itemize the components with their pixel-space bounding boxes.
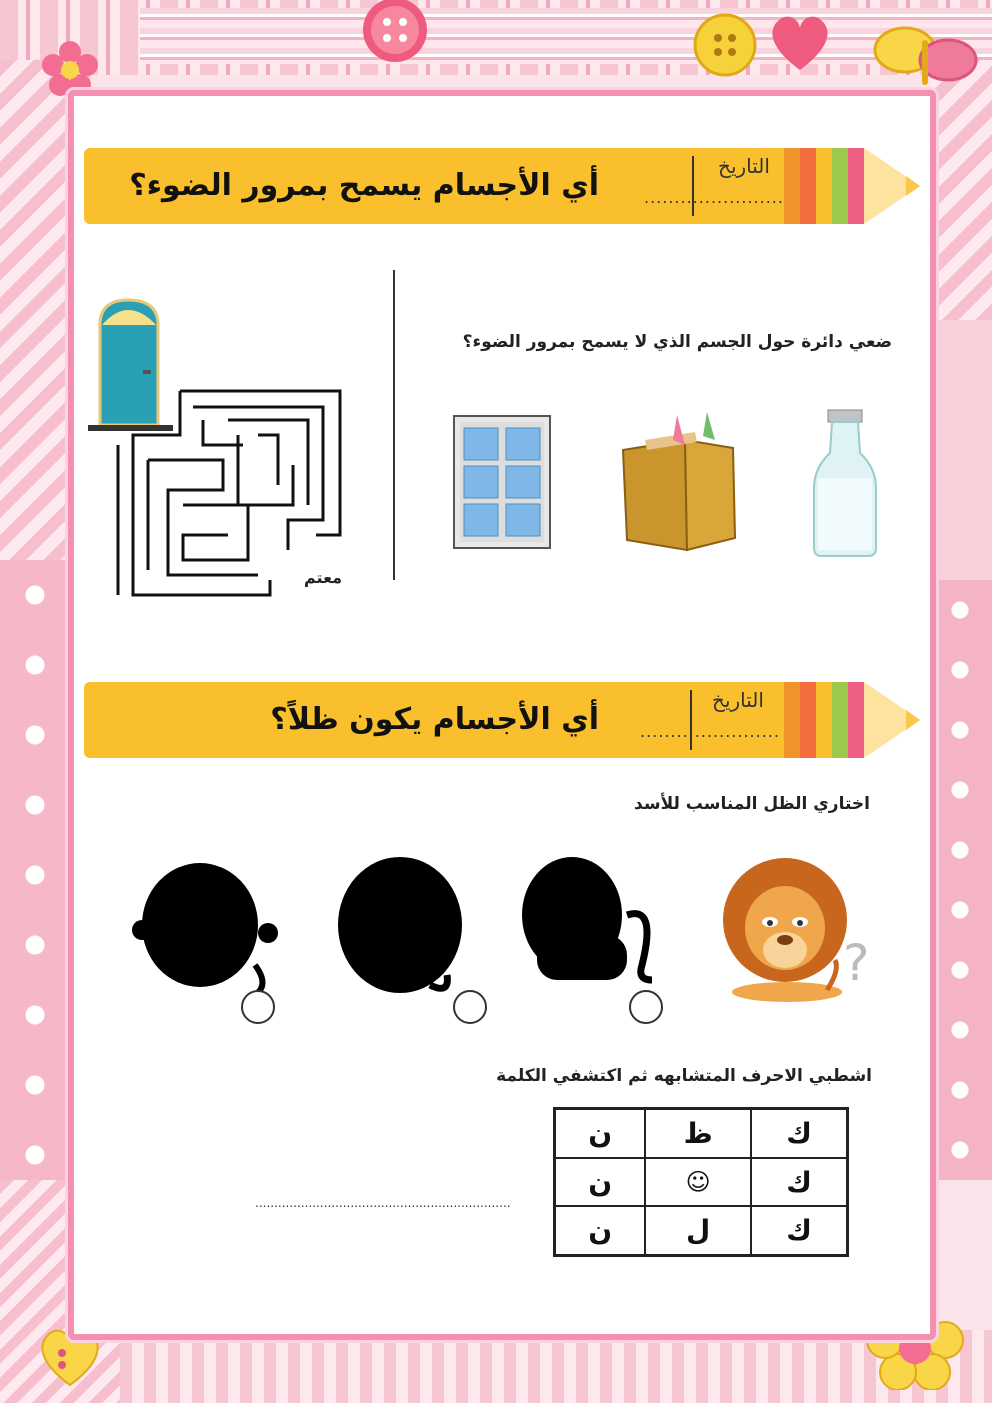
section2-date-field[interactable]: ....................... — [640, 722, 780, 741]
section1-date-label: التاريخ — [718, 154, 770, 178]
letter-cell[interactable]: ك — [751, 1158, 847, 1207]
button-icon — [355, 0, 435, 70]
section1-title: أي الأجسام يسمح بمرور الضوء؟ — [129, 168, 599, 203]
svg-text:?: ? — [843, 934, 870, 992]
lion-shadow-3-icon[interactable] — [517, 855, 657, 1000]
letter-cell[interactable]: ل — [645, 1206, 751, 1255]
yellow-button-icon — [690, 10, 760, 80]
section2-banner — [84, 682, 934, 758]
section1-date-field[interactable]: ....................... — [644, 188, 784, 207]
section2-question2: اشطبي الاحرف المتشابهه ثم اكتشفي الكلمة — [496, 1066, 872, 1086]
section2-question1: اختاري الظل المناسب للأسد — [634, 794, 870, 814]
answer-line[interactable]: ................................................................... — [255, 1196, 511, 1210]
right-dots-decoration — [930, 580, 992, 1180]
top-ribbon-decoration — [140, 8, 992, 64]
section1-banner — [84, 148, 934, 224]
shadow-3-option-circle[interactable] — [629, 990, 663, 1024]
section1-question: ضعي دائرة حول الجسم الذي لا يسمح بمرور الضوء؟ — [462, 332, 892, 352]
letters-row — [555, 1158, 848, 1207]
content-divider — [393, 270, 395, 580]
letter-cell[interactable]: ن — [555, 1206, 646, 1255]
window-icon[interactable] — [452, 414, 552, 550]
milk-bottle-icon[interactable] — [810, 408, 880, 558]
maze-label: معتم — [304, 568, 343, 587]
maze-icon — [88, 295, 363, 600]
letter-cell[interactable]: ن — [555, 1158, 646, 1207]
shadow-1-option-circle[interactable] — [241, 990, 275, 1024]
lion-icon — [715, 850, 880, 1005]
letters-grid — [553, 1107, 849, 1257]
shadow-2-option-circle[interactable] — [453, 990, 487, 1024]
section2-date-label: التاريخ — [712, 688, 764, 712]
letter-cell[interactable]: ك — [751, 1109, 847, 1158]
right-pink-decoration — [930, 320, 992, 580]
letters-row — [555, 1206, 848, 1255]
letters-row — [555, 1109, 848, 1158]
letter-cell[interactable]: ظ — [645, 1109, 751, 1158]
heart-icon — [765, 12, 835, 74]
books-icon[interactable] — [615, 410, 745, 555]
section2-title: أي الأجسام يكون ظلاً؟ — [270, 702, 599, 737]
lion-shadow-2-icon[interactable] — [335, 845, 465, 1000]
letter-cell[interactable]: ك — [751, 1206, 847, 1255]
letter-cell smiley-icon[interactable]: ☺ — [645, 1158, 751, 1207]
butterfly-icon — [870, 20, 980, 100]
lion-shadow-1-icon[interactable] — [130, 855, 280, 1000]
letter-cell[interactable]: ن — [555, 1109, 646, 1158]
